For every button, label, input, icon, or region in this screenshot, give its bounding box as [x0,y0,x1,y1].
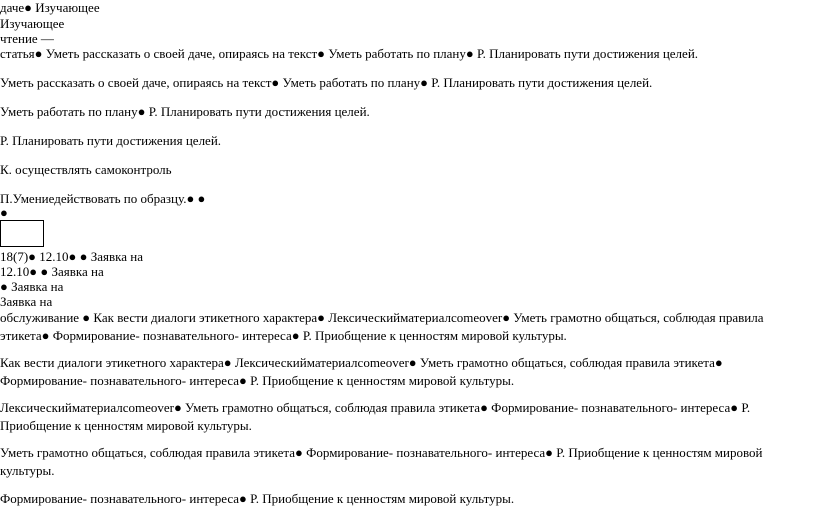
text-line-11: 18(7)● 12.10● ● Заявка на [0,249,143,264]
text-line-10: ● [0,205,8,220]
text-para-19: Формирование- познавательного- интереса● Р. Приобщение к ценностям мировой культуры. [0,491,515,506]
empty-cell-box [0,220,44,247]
text-line-14: Заявка на [0,294,53,309]
text-line-13: ● Заявка на [0,279,64,294]
text-para-18: Уметь грамотно общаться, соблюдая правила этикета● Формирование- познавательного- интереса● Р. Приобщение к ценностям мировой культуры. [0,445,763,478]
text-line-7: Р. Планировать пути достижения целей. [0,133,222,148]
text-line-1: даче● Изучающее [0,0,100,15]
text-line-6: Уметь работать по плану● Р. Планировать пути достижения целей. [0,104,370,119]
text-line-12: 12.10● ● Заявка на [0,264,104,279]
text-para-16: Как вести диалоги этикетного характера● Лексическийматериалcomeover● Уметь грамотно общаться, соблюдая правила этикета● Формирование- познавательного- интереса● Р. Приобщение к ценностям мировой культуры. [0,355,723,388]
text-line-2: Изучающее [0,16,65,31]
text-line-3: чтение — [0,31,54,46]
text-line-4: статья● Уметь рассказать о своей даче, опираясь на текст● Уметь работать по плану● Р. Планировать пути достижения целей. [0,46,699,61]
text-para-17: Лексическийматериалcomeover● Уметь грамотно общаться, соблюдая правила этикета● Формирование- познавательного- интереса● Р. Приобщение к ценностям мировой культуры. [0,400,751,433]
text-para-15: обслуживание ● Как вести диалоги этикетного характера● Лексическийматериалcomeover● Уметь грамотно общаться, соблюдая правила этикета● Формирование- познавательного- интереса● Р. Приобщение к ценностям мировой культуры. [0,310,764,343]
text-line-5: Уметь рассказать о своей даче, опираясь на текст● Уметь работать по плану● Р. Планировать пути достижения целей. [0,75,653,90]
text-line-8: К. осуществлять самоконтроль [0,162,172,177]
text-line-9: П.Умениедействовать по образцу.● ● [0,191,206,206]
